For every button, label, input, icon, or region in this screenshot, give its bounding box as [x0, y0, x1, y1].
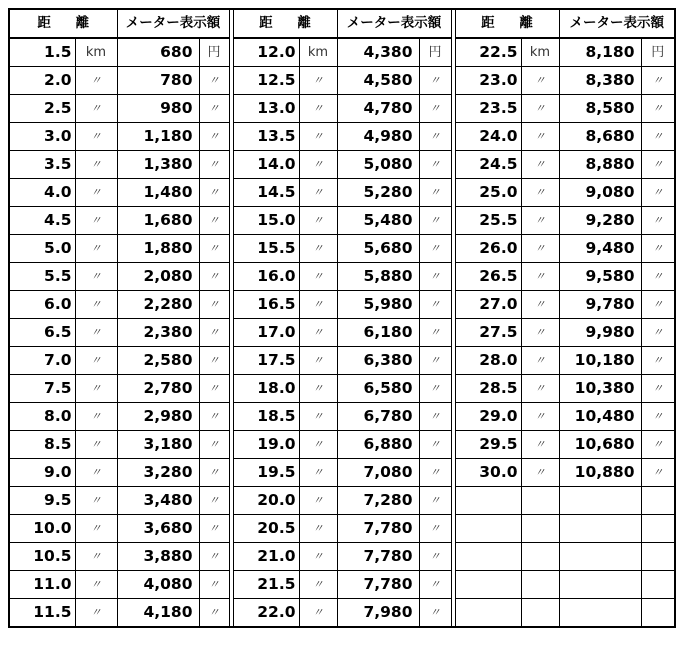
meter-header: メーター表示額	[559, 9, 675, 38]
fare-cell: 10,380	[559, 375, 641, 403]
fare-cell: 2,380	[117, 319, 199, 347]
fare-cell: 8,180	[559, 38, 641, 67]
fare-cell: 9,080	[559, 179, 641, 207]
empty-cell	[521, 487, 559, 515]
table-row	[9, 123, 675, 151]
fare-cell: 1,480	[117, 179, 199, 207]
unit-yen: 円	[641, 38, 675, 67]
unit-ditto: 〃	[419, 95, 451, 123]
fare-cell: 5,980	[337, 291, 419, 319]
unit-ditto: 〃	[641, 459, 675, 487]
empty-cell	[559, 515, 641, 543]
distance-cell: 9.5	[9, 487, 75, 515]
table-row	[9, 571, 675, 599]
unit-ditto: 〃	[521, 291, 559, 319]
unit-ditto: 〃	[75, 599, 117, 628]
meter-header: メーター表示額	[117, 9, 229, 38]
unit-ditto: 〃	[75, 179, 117, 207]
fare-cell: 6,180	[337, 319, 419, 347]
fare-cell: 6,380	[337, 347, 419, 375]
unit-ditto: 〃	[419, 375, 451, 403]
unit-ditto: 〃	[199, 375, 229, 403]
unit-ditto: 〃	[419, 347, 451, 375]
unit-ditto: 〃	[75, 431, 117, 459]
distance-cell: 7.5	[9, 375, 75, 403]
unit-ditto: 〃	[299, 571, 337, 599]
fare-cell: 680	[117, 38, 199, 67]
unit-ditto: 〃	[521, 347, 559, 375]
distance-cell: 24.5	[455, 151, 521, 179]
fare-cell: 2,780	[117, 375, 199, 403]
distance-cell: 4.0	[9, 179, 75, 207]
fare-cell: 5,480	[337, 207, 419, 235]
fare-cell: 2,980	[117, 403, 199, 431]
empty-cell	[641, 571, 675, 599]
unit-ditto: 〃	[419, 67, 451, 95]
unit-ditto: 〃	[641, 235, 675, 263]
unit-ditto: 〃	[199, 403, 229, 431]
distance-cell: 3.5	[9, 151, 75, 179]
table-row	[9, 375, 675, 403]
unit-ditto: 〃	[299, 487, 337, 515]
empty-cell	[641, 515, 675, 543]
unit-ditto: 〃	[299, 179, 337, 207]
distance-cell: 8.0	[9, 403, 75, 431]
table-row	[9, 403, 675, 431]
unit-ditto: 〃	[199, 291, 229, 319]
distance-cell: 17.5	[233, 347, 299, 375]
distance-cell: 11.0	[9, 571, 75, 599]
fare-table	[8, 8, 676, 628]
distance-cell: 9.0	[9, 459, 75, 487]
unit-ditto: 〃	[641, 151, 675, 179]
distance-cell: 28.0	[455, 347, 521, 375]
unit-ditto: 〃	[419, 431, 451, 459]
empty-cell	[455, 515, 521, 543]
fare-cell: 2,580	[117, 347, 199, 375]
unit-ditto: 〃	[521, 67, 559, 95]
unit-ditto: 〃	[641, 403, 675, 431]
fare-cell: 1,680	[117, 207, 199, 235]
unit-km: km	[75, 38, 117, 67]
distance-cell: 25.0	[455, 179, 521, 207]
distance-cell: 24.0	[455, 123, 521, 151]
unit-ditto: 〃	[299, 319, 337, 347]
unit-ditto: 〃	[199, 431, 229, 459]
unit-ditto: 〃	[75, 151, 117, 179]
unit-ditto: 〃	[521, 459, 559, 487]
unit-ditto: 〃	[199, 347, 229, 375]
distance-cell: 7.0	[9, 347, 75, 375]
unit-ditto: 〃	[299, 375, 337, 403]
distance-cell: 4.5	[9, 207, 75, 235]
fare-cell: 5,880	[337, 263, 419, 291]
unit-ditto: 〃	[299, 347, 337, 375]
distance-cell: 21.0	[233, 543, 299, 571]
fare-cell: 9,980	[559, 319, 641, 347]
fare-cell: 7,980	[337, 599, 419, 628]
unit-ditto: 〃	[521, 375, 559, 403]
empty-cell	[559, 599, 641, 628]
distance-header: 距 離	[9, 9, 117, 38]
unit-ditto: 〃	[419, 403, 451, 431]
unit-ditto: 〃	[419, 459, 451, 487]
unit-ditto: 〃	[521, 95, 559, 123]
empty-cell	[521, 543, 559, 571]
fare-cell: 4,380	[337, 38, 419, 67]
distance-cell: 11.5	[9, 599, 75, 628]
unit-ditto: 〃	[299, 543, 337, 571]
distance-cell: 21.5	[233, 571, 299, 599]
fare-cell: 7,080	[337, 459, 419, 487]
unit-ditto: 〃	[521, 151, 559, 179]
distance-cell: 29.5	[455, 431, 521, 459]
unit-ditto: 〃	[641, 179, 675, 207]
fare-cell: 9,280	[559, 207, 641, 235]
empty-cell	[521, 515, 559, 543]
distance-cell: 10.0	[9, 515, 75, 543]
distance-cell: 8.5	[9, 431, 75, 459]
fare-cell: 8,880	[559, 151, 641, 179]
table-row	[9, 291, 675, 319]
table-row	[9, 67, 675, 95]
empty-cell	[559, 543, 641, 571]
unit-ditto: 〃	[199, 599, 229, 628]
table-row	[9, 319, 675, 347]
header-row	[9, 9, 675, 38]
distance-cell: 20.0	[233, 487, 299, 515]
unit-ditto: 〃	[75, 291, 117, 319]
distance-cell: 17.0	[233, 319, 299, 347]
unit-ditto: 〃	[419, 207, 451, 235]
unit-ditto: 〃	[521, 235, 559, 263]
distance-header: 距 離	[455, 9, 559, 38]
unit-ditto: 〃	[419, 319, 451, 347]
distance-cell: 6.0	[9, 291, 75, 319]
distance-cell: 13.5	[233, 123, 299, 151]
unit-ditto: 〃	[199, 151, 229, 179]
unit-ditto: 〃	[641, 67, 675, 95]
table-row	[9, 38, 675, 67]
distance-cell: 5.5	[9, 263, 75, 291]
unit-ditto: 〃	[299, 599, 337, 628]
distance-cell: 20.5	[233, 515, 299, 543]
table-row	[9, 487, 675, 515]
fare-cell: 3,680	[117, 515, 199, 543]
unit-ditto: 〃	[521, 179, 559, 207]
unit-ditto: 〃	[75, 207, 117, 235]
fare-cell: 2,080	[117, 263, 199, 291]
distance-cell: 13.0	[233, 95, 299, 123]
empty-cell	[559, 571, 641, 599]
fare-cell: 10,880	[559, 459, 641, 487]
table-row	[9, 599, 675, 628]
fare-cell: 1,380	[117, 151, 199, 179]
fare-cell: 1,880	[117, 235, 199, 263]
empty-cell	[641, 599, 675, 628]
distance-cell: 15.0	[233, 207, 299, 235]
fare-cell: 10,480	[559, 403, 641, 431]
distance-cell: 2.5	[9, 95, 75, 123]
unit-ditto: 〃	[199, 459, 229, 487]
unit-ditto: 〃	[75, 347, 117, 375]
unit-ditto: 〃	[199, 571, 229, 599]
unit-ditto: 〃	[75, 123, 117, 151]
unit-ditto: 〃	[75, 235, 117, 263]
unit-ditto: 〃	[419, 235, 451, 263]
unit-ditto: 〃	[521, 403, 559, 431]
unit-ditto: 〃	[419, 123, 451, 151]
table-row	[9, 263, 675, 291]
distance-cell: 15.5	[233, 235, 299, 263]
fare-cell: 4,780	[337, 95, 419, 123]
fare-cell: 5,280	[337, 179, 419, 207]
fare-cell: 4,580	[337, 67, 419, 95]
distance-cell: 18.0	[233, 375, 299, 403]
unit-ditto: 〃	[199, 543, 229, 571]
fare-cell: 8,380	[559, 67, 641, 95]
unit-ditto: 〃	[199, 123, 229, 151]
fare-cell: 980	[117, 95, 199, 123]
unit-ditto: 〃	[75, 375, 117, 403]
unit-ditto: 〃	[641, 375, 675, 403]
distance-cell: 10.5	[9, 543, 75, 571]
unit-ditto: 〃	[641, 123, 675, 151]
fare-cell: 7,280	[337, 487, 419, 515]
unit-ditto: 〃	[75, 515, 117, 543]
unit-ditto: 〃	[419, 291, 451, 319]
fare-cell: 9,780	[559, 291, 641, 319]
distance-cell: 12.5	[233, 67, 299, 95]
unit-ditto: 〃	[641, 263, 675, 291]
empty-cell	[521, 599, 559, 628]
unit-ditto: 〃	[75, 319, 117, 347]
unit-ditto: 〃	[199, 207, 229, 235]
fare-cell: 8,680	[559, 123, 641, 151]
fare-cell: 3,880	[117, 543, 199, 571]
unit-ditto: 〃	[299, 515, 337, 543]
distance-cell: 29.0	[455, 403, 521, 431]
fare-cell: 10,180	[559, 347, 641, 375]
unit-ditto: 〃	[75, 487, 117, 515]
unit-ditto: 〃	[521, 319, 559, 347]
table-row	[9, 543, 675, 571]
fare-cell: 7,780	[337, 571, 419, 599]
empty-cell	[455, 487, 521, 515]
fare-cell: 5,080	[337, 151, 419, 179]
unit-km: km	[299, 38, 337, 67]
fare-cell: 10,680	[559, 431, 641, 459]
unit-ditto: 〃	[299, 459, 337, 487]
unit-ditto: 〃	[75, 263, 117, 291]
unit-ditto: 〃	[419, 599, 451, 628]
unit-ditto: 〃	[299, 431, 337, 459]
fare-cell: 4,180	[117, 599, 199, 628]
unit-ditto: 〃	[299, 151, 337, 179]
unit-ditto: 〃	[419, 151, 451, 179]
distance-cell: 23.5	[455, 95, 521, 123]
unit-ditto: 〃	[419, 179, 451, 207]
unit-ditto: 〃	[641, 207, 675, 235]
unit-ditto: 〃	[419, 571, 451, 599]
fare-cell: 2,280	[117, 291, 199, 319]
table-row	[9, 95, 675, 123]
unit-ditto: 〃	[75, 67, 117, 95]
unit-ditto: 〃	[521, 263, 559, 291]
unit-ditto: 〃	[299, 291, 337, 319]
unit-ditto: 〃	[419, 487, 451, 515]
distance-cell: 3.0	[9, 123, 75, 151]
unit-km: km	[521, 38, 559, 67]
distance-cell: 2.0	[9, 67, 75, 95]
distance-cell: 28.5	[455, 375, 521, 403]
table-row	[9, 151, 675, 179]
unit-ditto: 〃	[75, 459, 117, 487]
unit-yen: 円	[419, 38, 451, 67]
unit-ditto: 〃	[641, 95, 675, 123]
fare-cell: 6,880	[337, 431, 419, 459]
unit-ditto: 〃	[521, 207, 559, 235]
empty-cell	[455, 571, 521, 599]
unit-ditto: 〃	[75, 95, 117, 123]
distance-cell: 14.5	[233, 179, 299, 207]
unit-ditto: 〃	[199, 263, 229, 291]
table-row	[9, 207, 675, 235]
table-row	[9, 515, 675, 543]
fare-cell: 9,580	[559, 263, 641, 291]
distance-header: 距 離	[233, 9, 337, 38]
distance-cell: 19.5	[233, 459, 299, 487]
distance-cell: 23.0	[455, 67, 521, 95]
distance-cell: 6.5	[9, 319, 75, 347]
empty-cell	[521, 571, 559, 599]
fare-cell: 4,080	[117, 571, 199, 599]
distance-cell: 5.0	[9, 235, 75, 263]
distance-cell: 26.0	[455, 235, 521, 263]
distance-cell: 19.0	[233, 431, 299, 459]
empty-cell	[641, 543, 675, 571]
distance-cell: 12.0	[233, 38, 299, 67]
distance-cell: 30.0	[455, 459, 521, 487]
fare-cell: 780	[117, 67, 199, 95]
unit-ditto: 〃	[299, 67, 337, 95]
unit-ditto: 〃	[299, 123, 337, 151]
distance-cell: 22.0	[233, 599, 299, 628]
empty-cell	[455, 599, 521, 628]
fare-cell: 3,480	[117, 487, 199, 515]
unit-ditto: 〃	[199, 319, 229, 347]
unit-ditto: 〃	[199, 95, 229, 123]
fare-cell: 4,980	[337, 123, 419, 151]
distance-cell: 16.5	[233, 291, 299, 319]
unit-ditto: 〃	[419, 263, 451, 291]
empty-cell	[455, 543, 521, 571]
unit-ditto: 〃	[199, 67, 229, 95]
unit-ditto: 〃	[75, 543, 117, 571]
unit-ditto: 〃	[199, 235, 229, 263]
unit-ditto: 〃	[641, 291, 675, 319]
unit-ditto: 〃	[75, 571, 117, 599]
distance-cell: 27.5	[455, 319, 521, 347]
unit-ditto: 〃	[299, 95, 337, 123]
fare-cell: 1,180	[117, 123, 199, 151]
distance-cell: 18.5	[233, 403, 299, 431]
unit-ditto: 〃	[199, 179, 229, 207]
distance-cell: 26.5	[455, 263, 521, 291]
meter-header: メーター表示額	[337, 9, 451, 38]
unit-ditto: 〃	[419, 543, 451, 571]
fare-cell: 3,280	[117, 459, 199, 487]
distance-cell: 22.5	[455, 38, 521, 67]
distance-cell: 25.5	[455, 207, 521, 235]
table-row	[9, 347, 675, 375]
unit-ditto: 〃	[641, 431, 675, 459]
unit-ditto: 〃	[199, 515, 229, 543]
unit-ditto: 〃	[299, 207, 337, 235]
table-row	[9, 235, 675, 263]
fare-cell: 6,780	[337, 403, 419, 431]
unit-ditto: 〃	[299, 263, 337, 291]
distance-cell: 14.0	[233, 151, 299, 179]
unit-ditto: 〃	[641, 347, 675, 375]
unit-ditto: 〃	[299, 403, 337, 431]
fare-cell: 3,180	[117, 431, 199, 459]
fare-cell: 7,780	[337, 515, 419, 543]
table-row	[9, 459, 675, 487]
fare-cell: 7,780	[337, 543, 419, 571]
unit-ditto: 〃	[299, 235, 337, 263]
unit-ditto: 〃	[641, 319, 675, 347]
unit-ditto: 〃	[419, 515, 451, 543]
fare-cell: 9,480	[559, 235, 641, 263]
distance-cell: 1.5	[9, 38, 75, 67]
table-row	[9, 179, 675, 207]
fare-cell: 8,580	[559, 95, 641, 123]
distance-cell: 16.0	[233, 263, 299, 291]
empty-cell	[559, 487, 641, 515]
table-row	[9, 431, 675, 459]
unit-ditto: 〃	[75, 403, 117, 431]
fare-cell: 6,580	[337, 375, 419, 403]
unit-ditto: 〃	[521, 431, 559, 459]
fare-cell: 5,680	[337, 235, 419, 263]
unit-yen: 円	[199, 38, 229, 67]
unit-ditto: 〃	[199, 487, 229, 515]
unit-ditto: 〃	[521, 123, 559, 151]
distance-cell: 27.0	[455, 291, 521, 319]
empty-cell	[641, 487, 675, 515]
